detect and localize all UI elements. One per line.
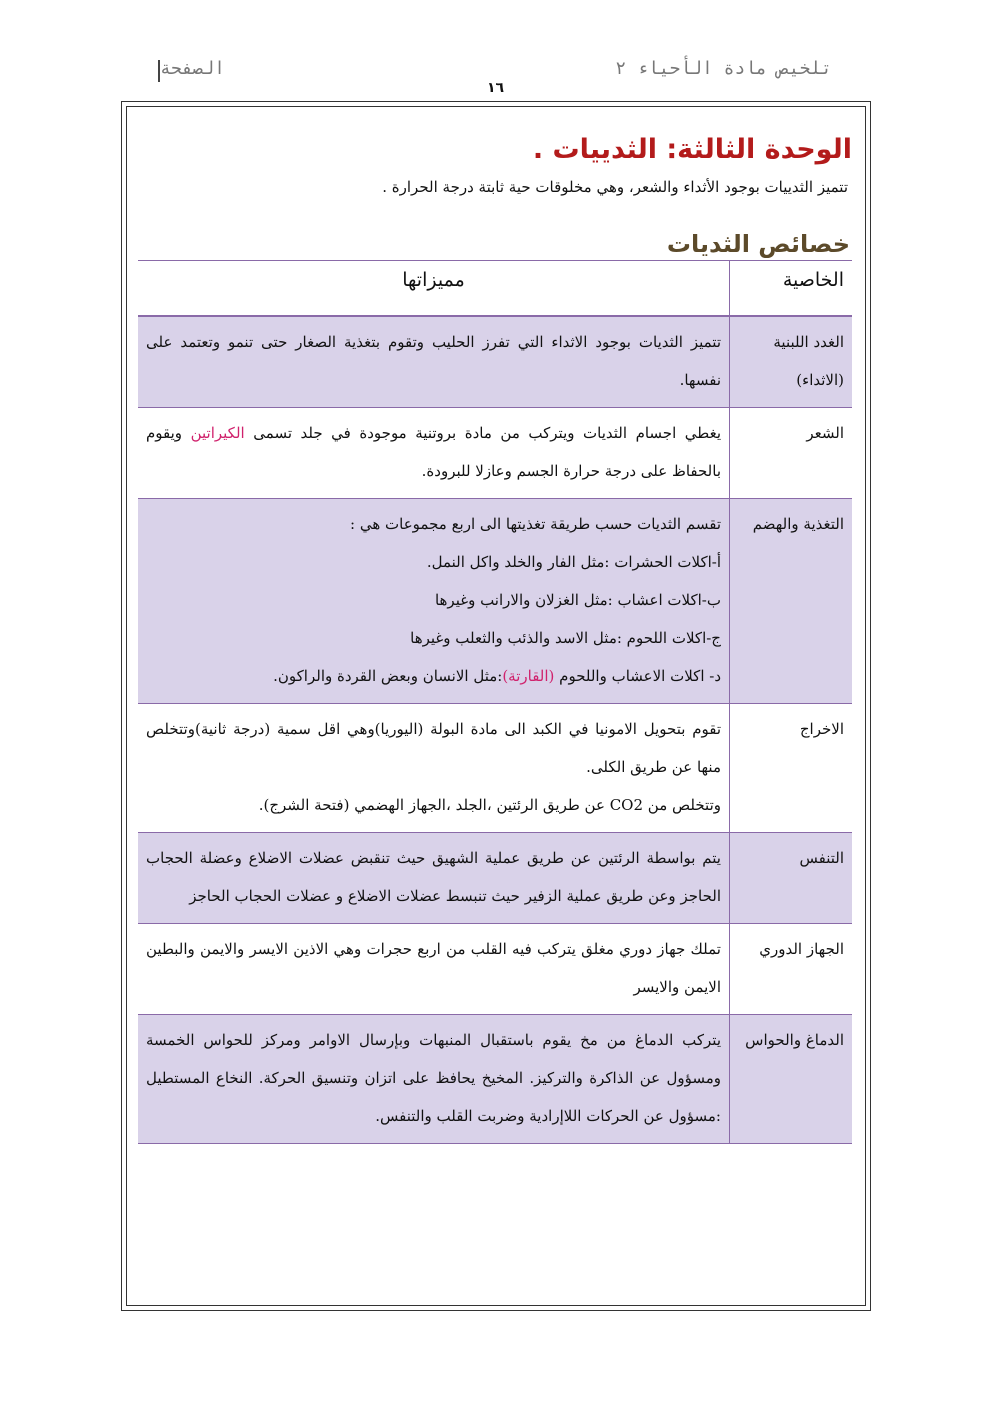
row-property: الشعر xyxy=(730,408,853,499)
row-property: التنفس xyxy=(730,833,853,924)
header-features: مميزاتها xyxy=(138,261,730,316)
list-item: تقسم الثديات حسب طريقة تغذيتها الى اربع مجموعات هي : xyxy=(350,515,721,533)
row-features: تملك جهاز دوري مغلق يتركب فيه القلب من اربع حجرات وهي الاذين الايسر والايمن والبطين الايمن والايسر xyxy=(138,924,730,1015)
row-property: التغذية والهضم xyxy=(730,499,853,704)
row-text: تقوم بتحويل الامونيا في الكبد الى مادة البولة (اليوريا)وهي اقل سمية (درجة ثانية)وتتخلص منها عن طريق الكلى. xyxy=(146,720,721,776)
row-features xyxy=(138,704,730,833)
row-features: تتميز الثديات بوجود الاثداء التي تفرز الحليب وتقوم بتغذية الصغار حتى تنمو وتعتمد على نفسها. xyxy=(138,317,730,408)
row-features xyxy=(138,499,730,704)
page-number: ١٦ xyxy=(487,80,505,96)
table-row xyxy=(138,1015,852,1144)
table-row xyxy=(138,833,852,924)
highlight-term: الكيراتين xyxy=(190,424,245,442)
row-text: يغطي اجسام الثديات ويتركب من مادة بروتنية موجودة في جلد تسمى xyxy=(253,424,722,442)
list-item: ب-اكلات اعشاب :مثل الغزلان والارانب وغيرها xyxy=(434,591,721,609)
header-divider xyxy=(158,60,160,82)
table-row xyxy=(138,499,852,704)
table-row xyxy=(138,704,852,833)
table-row xyxy=(138,408,852,499)
header-property: الخاصية xyxy=(730,261,853,316)
row-features xyxy=(138,408,730,499)
row-features: يتم بواسطة الرئتين عن طريق عملية الشهيق حيث تنقبض عضلات الاضلاع وعضلة الحجاب الحاجز وعن طريق عملية الزفير حيث تنبسط عضلات الاضلاع و عضلات الحجاب الحاجز xyxy=(138,833,730,924)
row-property: الاخراج xyxy=(730,704,853,833)
page-content xyxy=(138,128,852,1144)
table-row xyxy=(138,924,852,1015)
row-property: الدماغ والحواس xyxy=(730,1015,853,1144)
header-page-label: الصفحة xyxy=(160,58,226,79)
table-row xyxy=(138,317,852,408)
header-title: تلخيص مادة الأحياء ٢ xyxy=(615,58,832,79)
row-features: يتركب الدماغ من مخ يقوم باستقبال المنبهات وبإرسال الاوامر ومركز للحواس الخمسة ومسؤول عن الذاكرة والتركيز. المخيخ يحافظ على اتزان وتنسيق الحركة. النخاع المستطيل :مسؤول عن الحركات اللاإرادية وضربت القلب والتنفس. xyxy=(138,1015,730,1144)
row-text: وتتخلص من CO2 عن طريق الرئتين ،الجلد ،الجهاز الهضمي (فتحة الشرج). xyxy=(258,796,721,814)
properties-table xyxy=(138,260,852,1144)
intro-text: تتميز الثدييات بوجود الأثداء والشعر، وهي مخلوقات حية ثابتة درجة الحرارة . xyxy=(382,178,848,196)
row-text: د- اكلات الاعشاب واللحوم xyxy=(559,667,721,685)
row-property: الجهاز الدوري xyxy=(730,924,853,1015)
row-property: الغدد اللبنية (الاثداء) xyxy=(730,317,853,408)
section-title: خصائص الثديات xyxy=(666,230,850,258)
row-text: :مثل الانسان وبعض القردة والراكون. xyxy=(273,667,503,685)
highlight-term: (القارتة) xyxy=(502,667,555,685)
table-header-row xyxy=(138,261,852,316)
list-item: أ-اكلات الحشرات :مثل الفار والخلد واكل النمل. xyxy=(426,553,721,571)
unit-title: الوحدة الثالثة: الثدييات . xyxy=(532,134,852,165)
list-item xyxy=(146,657,721,695)
list-item: ج-اكلات اللحوم :مثل الاسد والذئب والثعلب وغيرها xyxy=(410,629,721,647)
row-text: ويقوم بالحفاظ على درجة حرارة الجسم وعازلا للبرودة. xyxy=(146,424,721,480)
